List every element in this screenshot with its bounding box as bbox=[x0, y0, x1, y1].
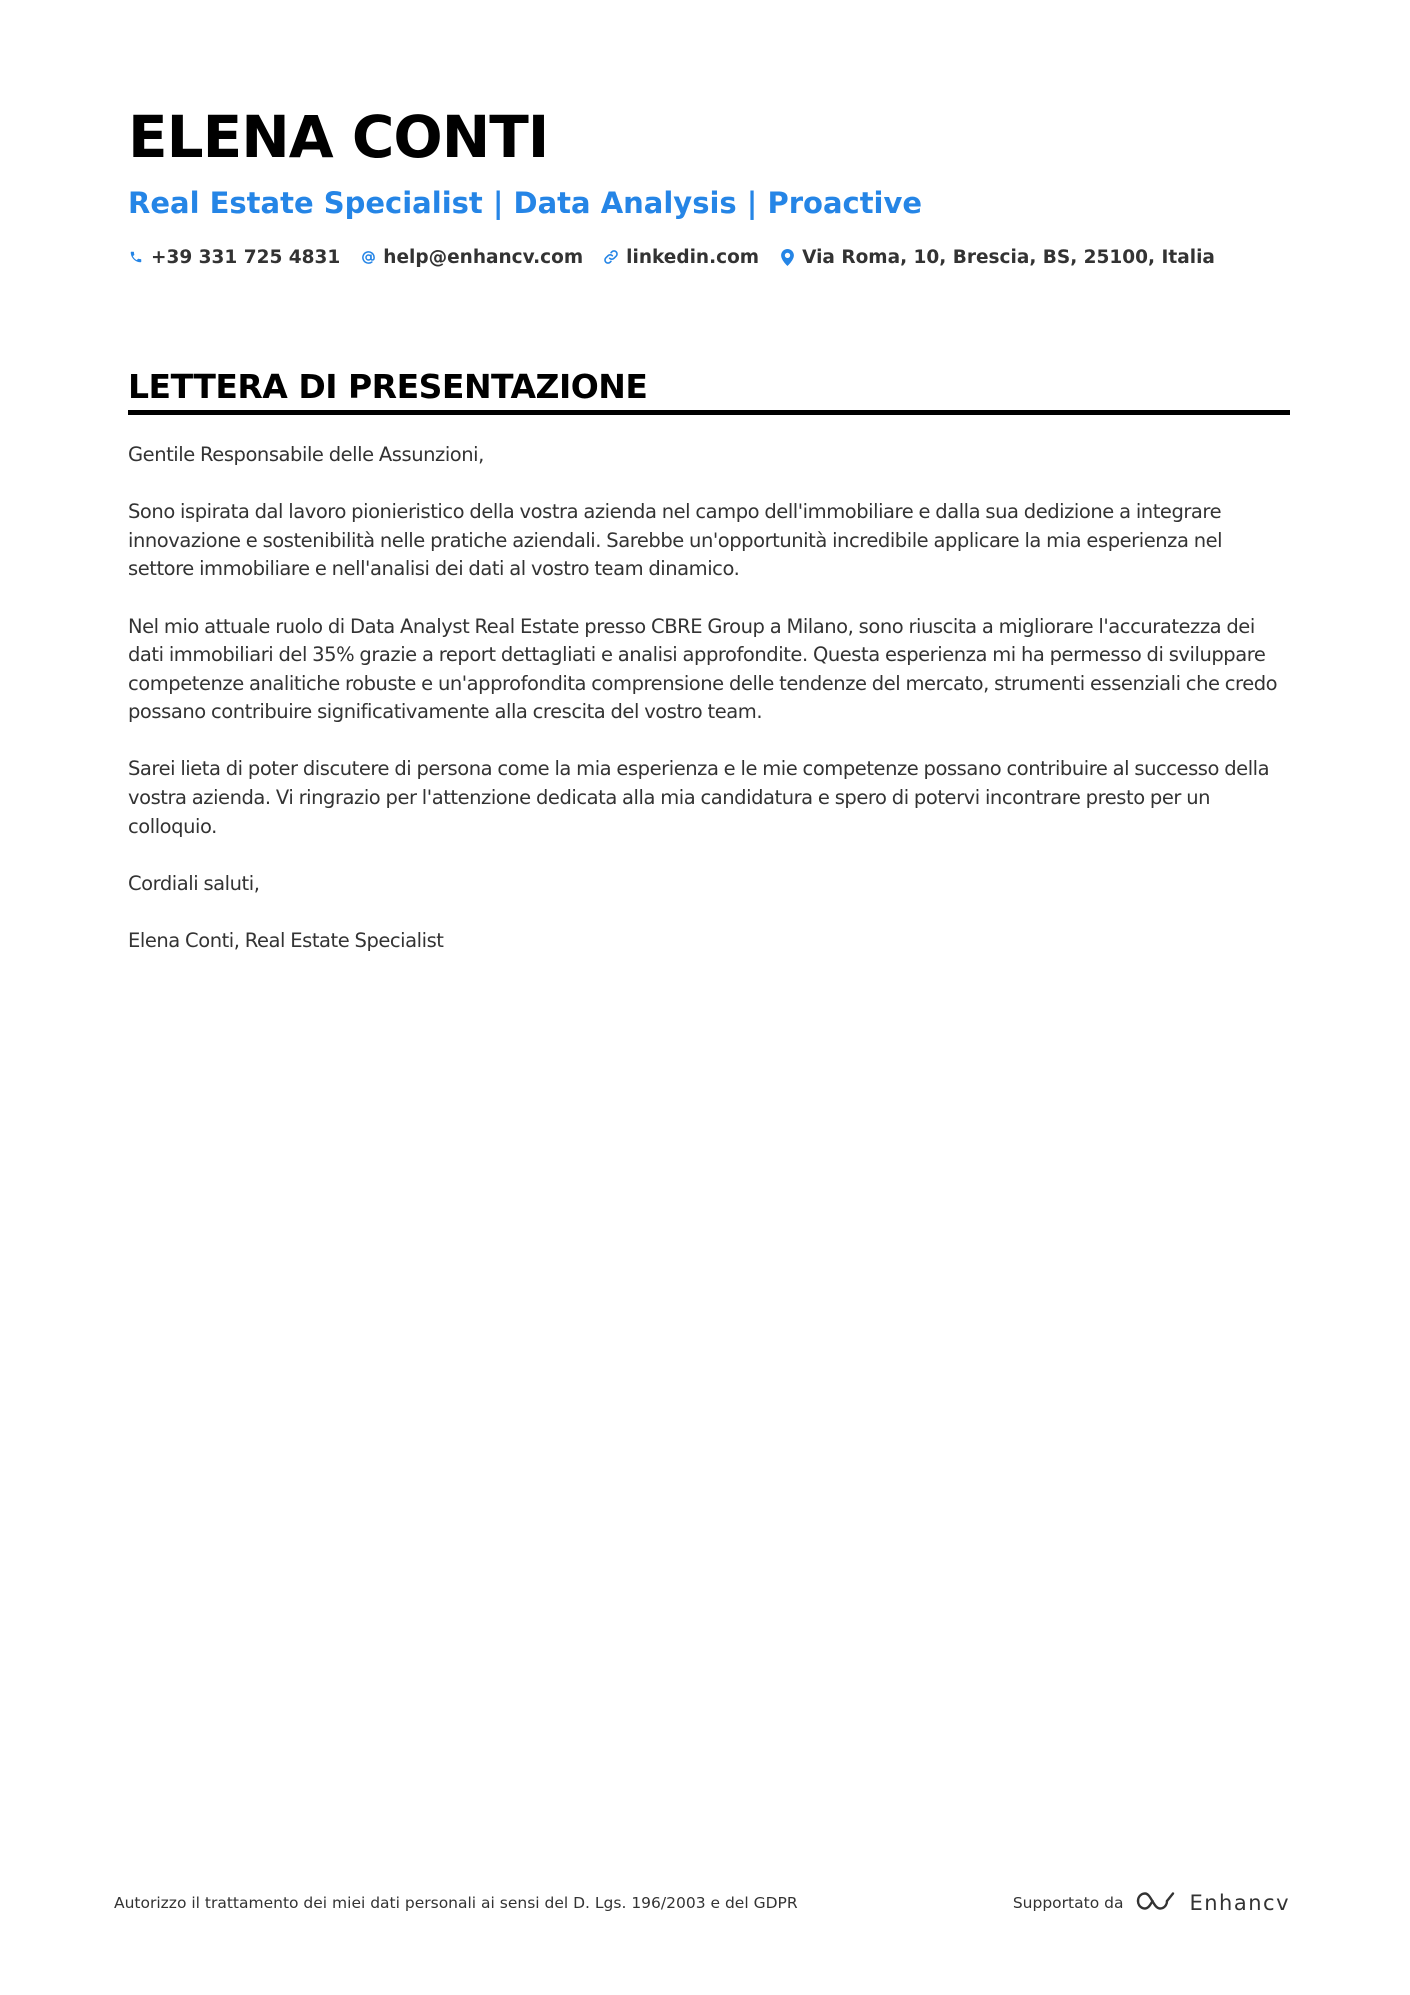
letter-greeting: Gentile Responsabile delle Assunzioni, bbox=[128, 442, 484, 466]
letter-signature: Elena Conti, Real Estate Specialist bbox=[128, 929, 444, 953]
letter-paragraph-3: Sarei lieta di poter discutere di persona come la mia esperienza e le mie competenze possano contribuire al successo della vostra azienda. Vi ringrazio per l'attenzione dedicata alla mia candidatura e spero di potervi incontrare presto per un colloquio. bbox=[128, 757, 1270, 838]
phone-icon bbox=[128, 248, 144, 266]
contact-email bbox=[360, 247, 583, 268]
letter-paragraph-2: Nel mio attuale ruolo di Data Analyst Real Estate presso CBRE Group a Milano, sono riuscita a migliorare l'accuratezza dei dati immobiliari del 35% grazie a report dettagliati e analisi approfondite. Questa esperienza mi ha permesso di sviluppare competenze analitiche robuste e un'approfondita comprensione delle tendenze del mercato, strumenti essenziali che credo possano contribuire significativamente alla crescita del vostro team. bbox=[128, 614, 1278, 724]
cover-letter-section bbox=[128, 368, 1290, 984]
header bbox=[128, 103, 1288, 268]
section-title: LETTERA DI PRESENTAZIONE bbox=[128, 368, 1290, 415]
contact-bar bbox=[128, 247, 1288, 268]
contact-phone-text: +39 331 725 4831 bbox=[151, 246, 341, 268]
candidate-headline: Real Estate Specialist | Data Analysis | Proactive bbox=[128, 186, 923, 220]
letter-body bbox=[128, 441, 1290, 956]
footer bbox=[114, 1888, 1290, 1918]
powered-by-label: Supportato da bbox=[1012, 1894, 1124, 1912]
enhancv-brand[interactable] bbox=[1133, 1889, 1290, 1918]
letter-closing: Cordiali saluti, bbox=[128, 871, 260, 895]
link-icon bbox=[603, 248, 619, 266]
at-icon bbox=[360, 248, 376, 266]
contact-location bbox=[779, 247, 1215, 268]
powered-by bbox=[1013, 1889, 1290, 1918]
privacy-consent: Autorizzo il trattamento dei miei dati personali ai sensi del D. Lgs. 196/2003 e del GDPR bbox=[114, 1894, 798, 1912]
contact-linkedin-text: linkedin.com bbox=[626, 246, 760, 268]
candidate-name: ELENA CONTI bbox=[128, 103, 549, 171]
enhancv-brand-name: Enhancv bbox=[1189, 1891, 1290, 1915]
enhancv-logo-icon bbox=[1133, 1889, 1179, 1918]
contact-location-text: Via Roma, 10, Brescia, BS, 25100, Italia bbox=[802, 246, 1215, 268]
map-pin-icon bbox=[779, 248, 795, 266]
contact-linkedin bbox=[603, 247, 759, 268]
letter-paragraph-1: Sono ispirata dal lavoro pionieristico della vostra azienda nel campo dell'immobiliare e dalla sua dedizione a integrare innovazione e sostenibilità nelle pratiche aziendali. Sarebbe un'opportunità incredibile applicare la mia esperienza nel settore immobiliare e nell'analisi dei dati al vostro team dinamico. bbox=[128, 500, 1223, 581]
contact-phone bbox=[128, 247, 340, 268]
contact-email-text: help@enhancv.com bbox=[383, 246, 584, 268]
